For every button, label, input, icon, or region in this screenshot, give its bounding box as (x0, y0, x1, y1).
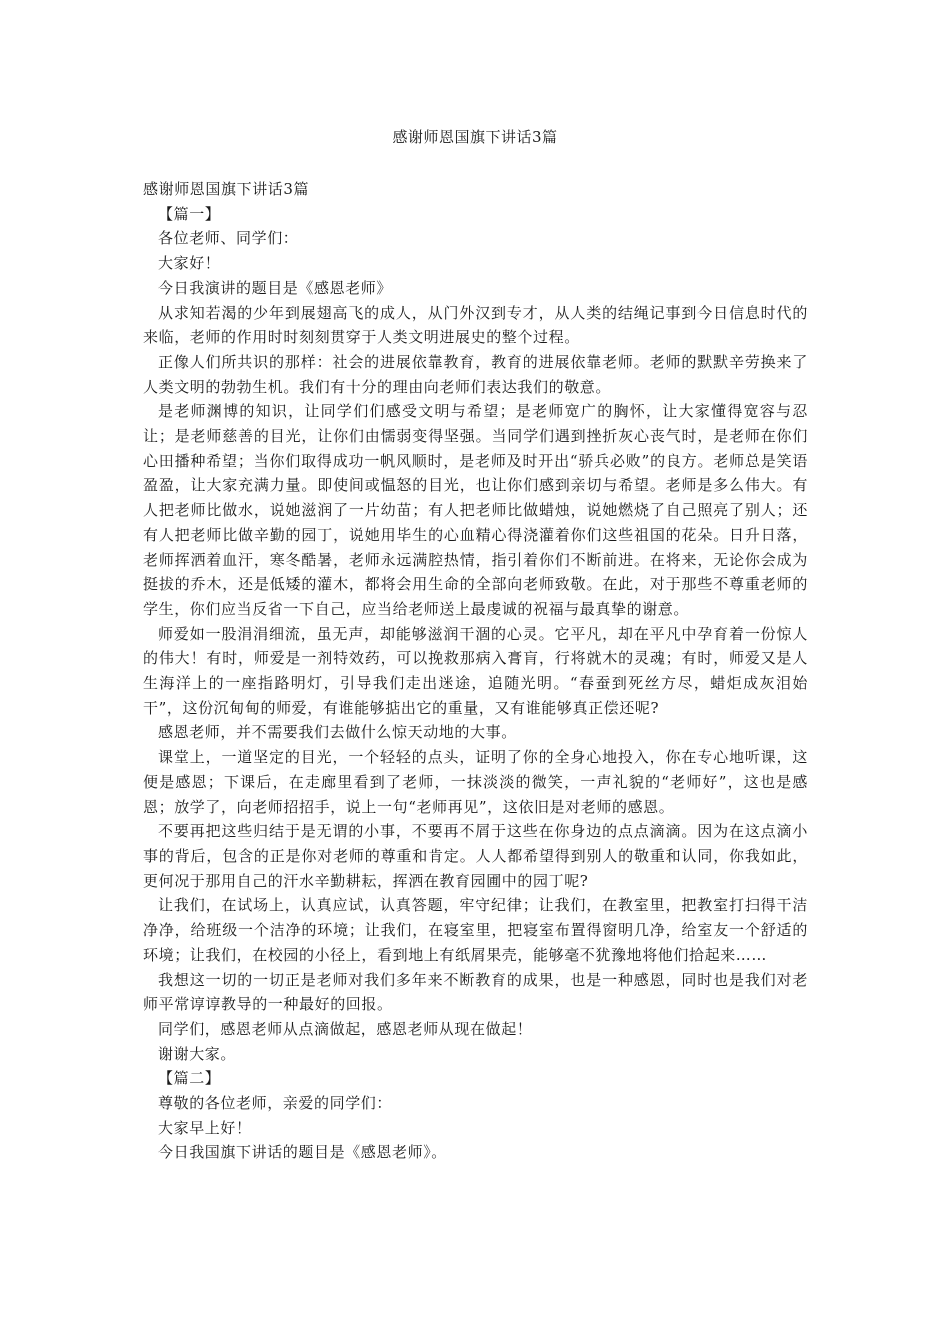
paragraph: 不要再把这些归结于是无谓的小事，不要再不屑于这些在你身边的点点滴滴。因为在这点滴小事的背后，包含的正是你对老师的尊重和肯定。人人都希望得到别人的敬重和认同，你我如此，更何况于那用自己的汗水辛勤耕耘，挥洒在教育园圃中的园丁呢? (143, 822, 808, 890)
paragraph: 今日我演讲的题目是《感恩老师》 (158, 278, 393, 297)
paragraph: 尊敬的各位老师，亲爱的同学们： (158, 1094, 393, 1113)
paragraph: 是老师渊博的知识，让同学们们感受文明与希望；是老师宽广的胸怀，让大家懂得宽容与忍让；是老师慈善的目光，让你们由懦弱变得坚强。当同学们遇到挫折灰心丧气时，是老师在你们心田播种希望；当你们取得成功一帆风顺时，是老师及时开出“骄兵必败”的良方。老师总是笑语盈盈，让大家充满力量。即使间或愠怒的目光，也让你们感到亲切与希望。老师是多么伟大。有人把老师比做水，说她滋润了一片幼苗；有人把老师比做蜡烛，说她燃烧了自己照亮了别人；还有人把老师比做辛勤的园丁，说她用毕生的心血精心得浇灌着你们这些祖国的花朵。日升日落，老师挥洒着血汗，寒冬酷暑，老师永远满腔热情，指引着你们不断前进。在将来，无论你会成为挺拔的乔木，还是低矮的灌木，都将会用生命的全部向老师致敬。在此，对于那些不尊重老师的学生，你们应当反省一下自己，应当给老师送上最虔诚的祝福与最真挚的谢意。 (143, 402, 808, 618)
section-label-1: 【篇一】 (158, 204, 221, 223)
page-title: 感谢师恩国旗下讲话3篇 (392, 128, 558, 146)
paragraph: 谢谢大家。 (158, 1044, 237, 1063)
paragraph: 课堂上，一道坚定的目光，一个轻轻的点头，证明了你的全身心地投入，你在专心地听课，这便是感恩；下课后，在走廊里看到了老师，一抹淡淡的微笑，一声礼貌的“老师好”，这也是感恩；放学了，向老师招招手，说上一句“老师再见”，这依旧是对老师的感恩。 (143, 748, 808, 816)
section-label-2: 【篇二】 (158, 1069, 221, 1088)
paragraph: 大家好！ (158, 254, 221, 273)
paragraph: 今日我国旗下讲话的题目是《感恩老师》。 (158, 1143, 447, 1162)
paragraph: 同学们，感恩老师从点滴做起，感恩老师从现在做起！ (158, 1019, 533, 1038)
paragraph: 感恩老师，并不需要我们去做什么惊天动地的大事。 (158, 723, 517, 742)
paragraph: 大家早上好！ (158, 1118, 252, 1137)
document-body (143, 177, 808, 1165)
paragraph: 从求知若渴的少年到展翅高飞的成人，从门外汉到专才，从人类的结绳记事到今日信息时代的来临，老师的作用时时刻刻贯穿于人类文明进展史的整个过程。 (143, 303, 808, 347)
paragraph: 让我们，在试场上，认真应试，认真答题，牢守纪律；让我们，在教室里，把教室打扫得干洁净净，给班级一个洁净的环境；让我们，在寝室里，把寝室布置得窗明几净，给室友一个舒适的环境；让我们，在校园的小径上，看到地上有纸屑果壳，能够毫不犹豫地将他们拾起来…… (143, 896, 808, 964)
paragraph: 正像人们所共识的那样：社会的进展依靠教育，教育的进展依靠老师。老师的默默辛劳换来了人类文明的勃勃生机。我们有十分的理由向老师们表达我们的敬意。 (143, 352, 808, 396)
paragraph: 各位老师、同学们： (158, 229, 299, 248)
paragraph-heading: 感谢师恩国旗下讲话3篇 (143, 180, 310, 198)
paragraph: 师爱如一股涓涓细流，虽无声，却能够滋润干涸的心灵。它平凡，却在平凡中孕育着一份惊人的伟大！有时，师爱是一剂特效药，可以挽救那病入膏肓，行将就木的灵魂；有时，师爱又是人生海洋上的一座指路明灯，引导我们走出迷途，追随光明。“春蚕到死丝方尽，蜡炬成灰泪始干”，这份沉甸甸的师爱，有谁能够掂出它的重量，又有谁能够真正偿还呢? (143, 624, 808, 717)
paragraph: 我想这一切的一切正是老师对我们多年来不断教育的成果，也是一种感恩，同时也是我们对老师平常谆谆教导的一种最好的回报。 (143, 970, 808, 1014)
